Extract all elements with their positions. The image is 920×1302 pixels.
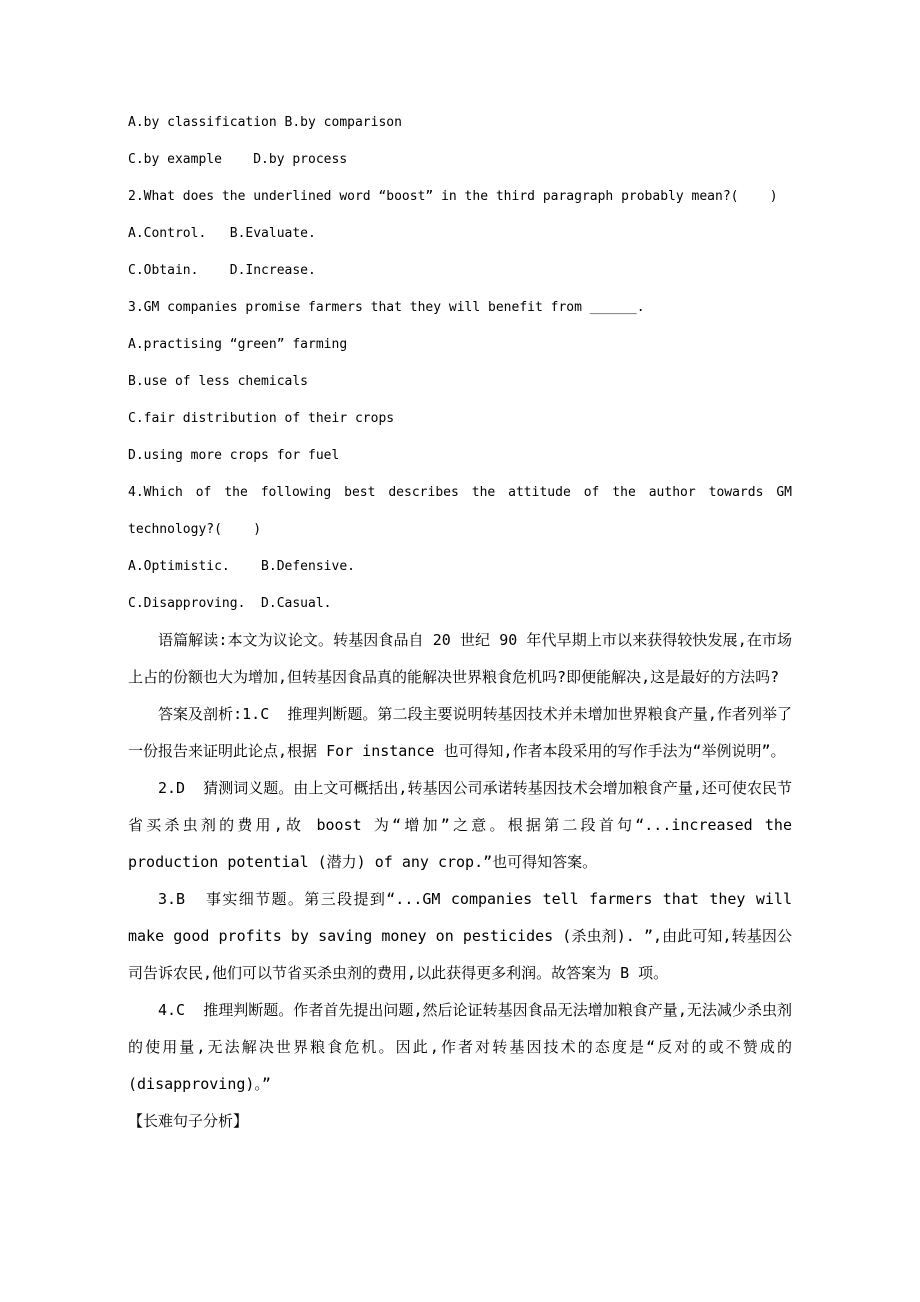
question-3-option-b: B.use of less chemicals: [128, 374, 309, 389]
section-heading-sentence-analysis: 【长难句子分析】: [128, 1112, 249, 1130]
answer-analysis-3: 3.B 事实细节题。第三段提到“...GM companies tell farmers that they will make good profits by saving money on pesticides (杀虫剂). ”,由此可知,转基因公司告诉农民,他们可以节省买杀虫剂的费用,以此获得更多利润。故答案为 B 项。: [128, 890, 792, 982]
question-3-stem: 3.GM companies promise farmers that they will benefit from ______.: [128, 300, 645, 315]
question-3-option-c: C.fair distribution of their crops: [128, 411, 395, 426]
question-2-stem: 2.What does the underlined word “boost” in the third paragraph probably mean?( ): [128, 189, 778, 204]
answer-analysis-1: 答案及剖析:1.C 推理判断题。第二段主要说明转基因技术并未增加世界粮食产量,作者列举了一份报告来证明此论点,根据 For instance 也可得知,作者本段采用的写作手法为“举例说明”。: [128, 705, 792, 760]
question-1-options-cd: C.by example D.by process: [128, 152, 348, 167]
passage-overview-paragraph: 语篇解读:本文为议论文。转基因食品自 20 世纪 90 年代早期上市以来获得较快发展,在市场上占的份额也大为增加,但转基因食品真的能解决世界粮食危机吗?即便能解决,这是最好的方法吗?: [128, 631, 792, 686]
answer-analysis-4: 4.C 推理判断题。作者首先提出问题,然后论证转基因食品无法增加粮食产量,无法减少杀虫剂的使用量,无法解决世界粮食危机。因此,作者对转基因技术的态度是“反对的或不赞成的(disapproving)。”: [128, 1001, 792, 1093]
question-4-stem: 4.Which of the following best describes the attitude of the author towards GM technology?( ): [128, 485, 792, 537]
question-4-options-ab: A.Optimistic. B.Defensive.: [128, 559, 355, 574]
question-2-options-cd: C.Obtain. D.Increase.: [128, 263, 316, 278]
question-4-options-cd: C.Disapproving. D.Casual.: [128, 596, 332, 611]
question-1-options-ab: A.by classification B.by comparison: [128, 115, 402, 130]
question-3-option-d: D.using more crops for fuel: [128, 448, 340, 463]
question-3-option-a: A.practising “green” farming: [128, 337, 348, 352]
answer-analysis-2: 2.D 猜测词义题。由上文可概括出,转基因公司承诺转基因技术会增加粮食产量,还可使农民节省买杀虫剂的费用,故 boost 为“增加”之意。根据第二段首句“...increased the production potential (潜力) of any crop.”也可得知答案。: [128, 779, 792, 871]
question-2-options-ab: A.Control. B.Evaluate.: [128, 226, 316, 241]
